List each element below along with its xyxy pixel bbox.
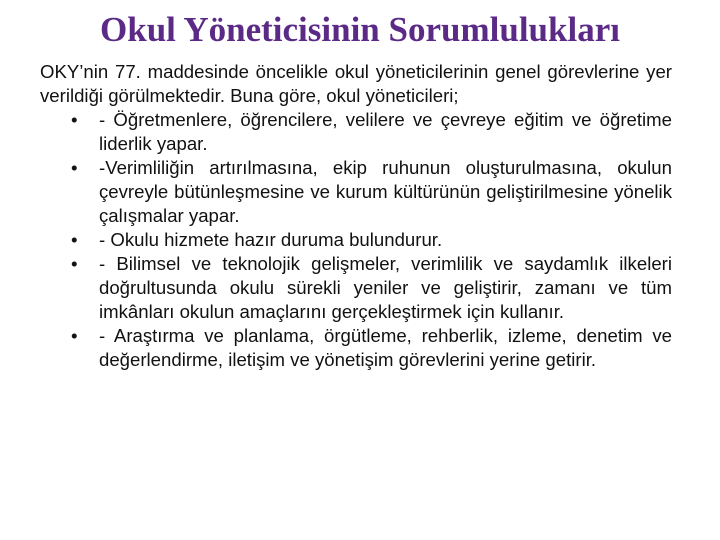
bullet-list [40, 108, 672, 372]
bullet-item-2 [40, 156, 672, 228]
slide-content [40, 60, 672, 372]
bullet-icon: • [71, 325, 78, 346]
bullet-text: - Okulu hizmete hazır duruma bulundurur. [99, 229, 443, 250]
bullet-icon: • [71, 253, 78, 274]
bullet-item-3 [40, 228, 672, 252]
bullet-item-5 [40, 324, 672, 372]
bullet-item-1 [40, 108, 672, 156]
bullet-text: - Bilimsel ve teknolojik gelişmeler, verimlilik ve saydamlık ilkeleri doğrultusunda okulu sürekli yeniler ve geliştirir, zamanı ve tüm imkânları okulun amaçlarını gerçekleştirmek için kullanır. [99, 253, 672, 322]
bullet-icon: • [71, 229, 78, 250]
bullet-text: - Öğretmenlere, öğrencilere, velilere ve çevreye eğitim ve öğretime liderlik yapar. [99, 109, 672, 154]
bullet-icon: • [71, 157, 78, 178]
bullet-text: -Verimliliğin artırılmasına, ekip ruhunun oluşturulmasına, okulun çevreyle bütünleşmesine ve kurum kültürünün geliştirilmesine yönelik çalışmalar yapar. [99, 157, 672, 226]
bullet-item-4 [40, 252, 672, 324]
slide-title: Okul Yöneticisinin Sorumlulukları [100, 10, 620, 49]
bullet-text: - Araştırma ve planlama, örgütleme, rehberlik, izleme, denetim ve değerlendirme, iletişim ve yönetişim görevlerini yerine getirir. [99, 325, 672, 370]
intro-paragraph: OKY’nin 77. maddesinde öncelikle okul yöneticilerinin genel görevlerine yer verildiği görülmektedir. Buna göre, okul yöneticileri; [40, 61, 672, 106]
bullet-icon: • [71, 109, 78, 130]
